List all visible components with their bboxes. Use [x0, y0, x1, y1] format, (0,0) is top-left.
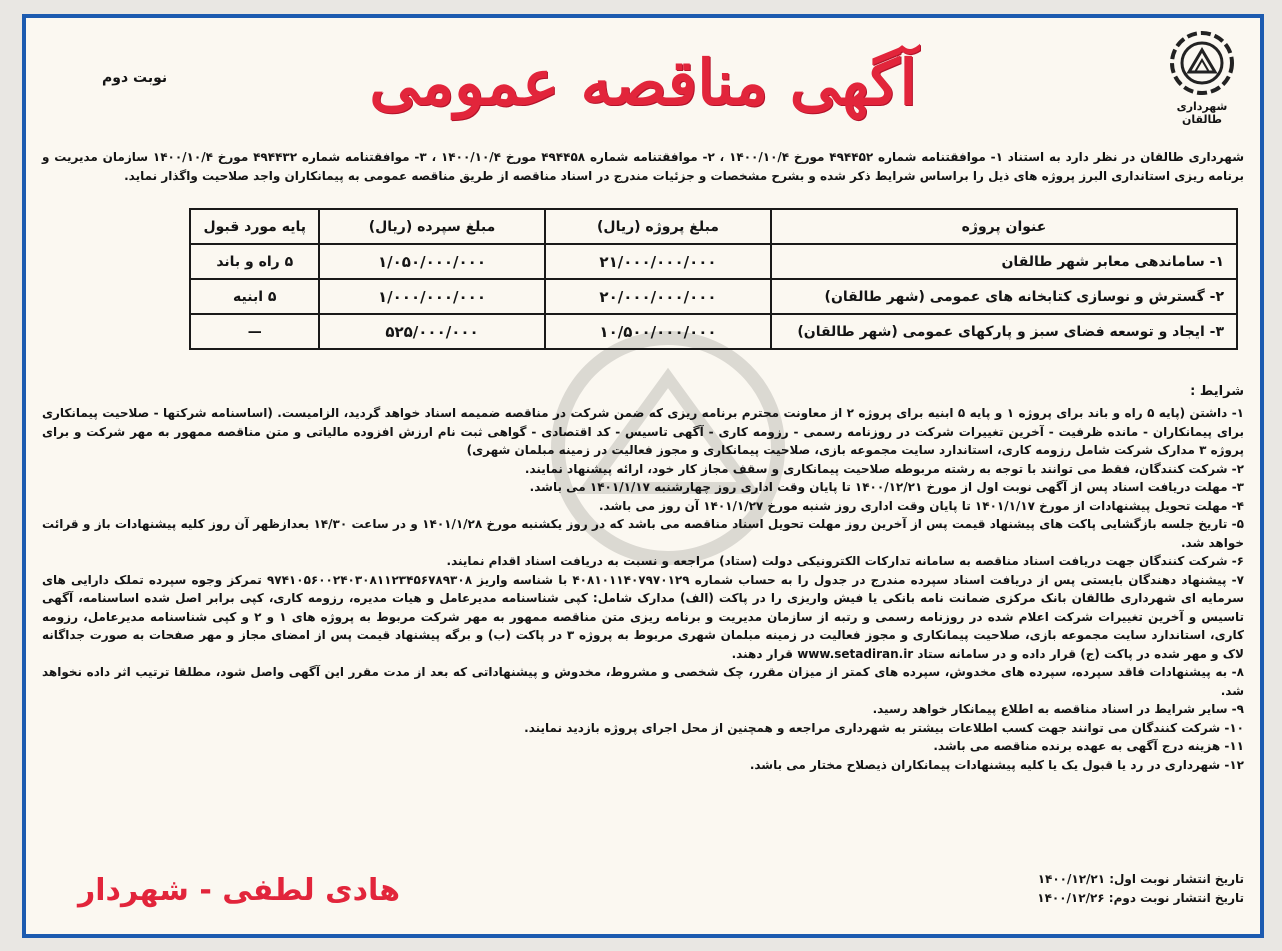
project-amount: ۲۱/۰۰۰/۰۰۰/۰۰۰ [545, 244, 771, 279]
table-header-row [190, 209, 1237, 244]
table-row [190, 314, 1237, 349]
accepted-grade: — [190, 314, 319, 349]
notice-content [38, 28, 1248, 926]
project-amount: ۲۰/۰۰۰/۰۰۰/۰۰۰ [545, 279, 771, 314]
project-title: ۳- ایجاد و توسعه فضای سبز و پارکهای عمومی (شهر طالقان) [771, 314, 1237, 349]
condition-item: ۷- پیشنهاد دهندگان بایستی پس از دریافت اسناد سپرده مندرج در جدول را به حساب شماره ۴۰۸۱۰۱۱۴۰۷۹۷۰۱۲۹ با شناسه واریز ۹۷۴۱۰۵۶۰۰۲۴۰۳۰۸۱۱۲۳۴۵۶۷۸۹۳۰۸ تمرکز وجوه سپرده تملک دارایی های سرمایه ای شهرداری طالقان بانک مرکزی ضمانت نامه بانکی یا فیش واریزی را در پاکت (الف) مدارک شامل: کپی شناسنامه مدیرعامل و هیات مدیره، رزومه کاری، کپی برابر اصل شده اساسنامه، آگهی تاسیس و آخرین تغییرات شرکت اعلام شده در روزنامه رسمی و رتبه از سازمان مدیریت و برنامه ریزی متن مناقصه ممهور به مهر شرکت مربوط به پروژه های ۱ و ۲ و کپی شناسنامه مدیرعامل، رزومه کاری، استاندارد سایت مجموعه بازی، صلاحیت پیمانکاری و مجوز فعالیت در زمینه مبلمان شهری مربوط به پروژه ۳ در پاکت (ب) و برگه پیشنهاد قیمت پس از امضای مجاز و مهر صفحات به صورت جداگانه لاک و مهر شده در پاکت (ج) قرار داده و در سامانه ستاد www.setadiran.ir قرار دهند. [42, 572, 1245, 661]
mayor-signature: هادی لطفی - شهردار [78, 873, 401, 908]
condition-item: ۱- داشتن (پایه ۵ راه و باند برای پروژه ۱ و پایه ۵ ابنیه برای پروژه ۲ از معاونت محترم برنامه ریزی که ضمن شرکت در مناقصه ضمیمه اسناد خواهد گردید، الزامیست. (اساسنامه شرکتها - صلاحیت پیمانکاری برای پیمانکاران - مانده ظرفیت - آخرین تغییرات شرکت در روزنامه رسمی - رزومه کاری - آگهی تاسیس - کد اقتصادی - گواهی ثبت نام ارزش افزوده مالیاتی و متن مناقصه ممهور به مهر شرکت و برای پروژه ۳ مدارک شرکت شامل رزومه کاری، استاندارد سایت مجموعه بازی، صلاحیت پیمانکاری و مجوز فعالیت در زمینه مبلمان شهری) [42, 406, 1244, 457]
logo-caption: شهرداری طالقان [1176, 100, 1228, 126]
condition-item: ۹- سایر شرایط در اسناد مناقصه به اطلاع پیمانکار خواهد رسید. [872, 702, 1244, 716]
header-project-title: عنوان پروژه [771, 209, 1237, 244]
condition-item: ۴- مهلت تحویل پیشنهادات از مورخ ۱۴۰۱/۱/۱۷ تا پایان وقت اداری روز شنبه مورخ ۱۴۰۱/۱/۲۷ آن روز می باشد. [598, 498, 1244, 513]
condition-item: ۸- به پیشنهادات فاقد سپرده، سپرده های مخدوش، سپرده های کمتر از میزان مقرر، چک شخصی و مشروط، مخدوش و پیشنهاداتی که بعد از مدت مقرر این آگهی واصل شود، مطلقا ترتیب اثر داده نخواهد شد. [42, 665, 1244, 698]
condition-item: ۶- شرکت کنندگان جهت دریافت اسناد مناقصه به سامانه تدارکات الکترونیکی دولت (ستاد) مراجعه و نسبت به دریافت اسناد اقدام نمایند. [446, 554, 1244, 568]
deposit-amount: ۵۲۵/۰۰۰/۰۰۰ [319, 314, 545, 349]
condition-item: ۱۱- هزینه درج آگهی به عهده برنده مناقصه می باشد. [933, 739, 1244, 753]
header-deposit-amount: مبلغ سپرده (ریال) [319, 209, 545, 244]
table-row [190, 244, 1237, 279]
accepted-grade: ۵ ابنیه [190, 279, 319, 314]
condition-item: ۱۲- شهرداری در رد یا قبول یک یا کلیه پیشنهادات پیمانکاران ذیصلاح مختار می باشد. [749, 757, 1244, 772]
first-publication-date: تاریخ انتشار نوبت اول: ۱۴۰۰/۱۲/۲۱ [1037, 872, 1244, 886]
condition-item: ۲- شرکت کنندگان، فقط می توانند با توجه به رشته مربوطه صلاحیت پیمانکاری و سقف مجاز کار خود، ارائه پیشنهاد نمایند. [524, 461, 1244, 476]
tender-notice-page [22, 14, 1264, 938]
header-accepted-grade: پایه مورد قبول [190, 209, 319, 244]
edition-label: نوبت دوم [102, 70, 168, 86]
project-title: ۱- ساماندهی معابر شهر طالقان [771, 244, 1237, 279]
publication-dates [1037, 870, 1244, 908]
condition-item: ۱۰- شرکت کنندگان می توانند جهت کسب اطلاعات بیشتر به شهرداری مراجعه و همچنین از محل اجرای پروژه بازدید نمایند. [524, 720, 1244, 735]
accepted-grade: ۵ راه و باند [190, 244, 319, 279]
deposit-amount: ۱/۰۵۰/۰۰۰/۰۰۰ [319, 244, 545, 279]
notice-title: آگهی مناقصه عمومی [369, 46, 917, 119]
table-row [190, 279, 1237, 314]
conditions-list [42, 404, 1244, 774]
condition-item: ۵- تاریخ جلسه بازگشایی پاکت های پیشنهاد قیمت پس از آخرین روز مهلت تحویل اسناد مناقصه می باشد که در روز یکشنبه مورخ ۱۴۰۱/۱/۲۸ و در ساعت ۱۴/۳۰ بعدازظهر آن روز کلیه پیشنهادات باز و قرائت خواهد شد. [42, 517, 1244, 550]
projects-table [189, 208, 1238, 350]
project-amount: ۱۰/۵۰۰/۰۰۰/۰۰۰ [545, 314, 771, 349]
header-project-amount: مبلغ پروژه (ریال) [545, 209, 771, 244]
intro-paragraph: شهرداری طالقان در نظر دارد به استناد ۱- موافقتنامه شماره ۴۹۴۴۵۲ مورخ ۱۴۰۰/۱۰/۴ ، ۲- موافقتنامه شماره ۴۹۴۴۵۸ مورخ ۱۴۰۰/۱۰/۴ ، ۳- موافقتنامه شماره ۴۹۴۴۳۲ مورخ ۱۴۰۰/۱۰/۴ سازمان مدیریت و برنامه ریزی استانداری البرز پروژه های ذیل را براساس شرایط ذکر شده و بشرح مشخصات و جزئیات مندرج در اسناد مناقصه از طریق مناقصه عمومی به پیمانکاران واجد صلاحیت واگذار نماید. [42, 150, 1244, 183]
condition-item: ۳- مهلت دریافت اسناد پس از آگهی نوبت اول از مورخ ۱۴۰۰/۱۲/۲۱ تا پایان وقت اداری روز چهارشنبه ۱۴۰۱/۱/۱۷ می باشد. [529, 480, 1244, 494]
second-publication-date: تاریخ انتشار نوبت دوم: ۱۴۰۰/۱۲/۲۶ [1037, 891, 1244, 905]
project-title: ۲- گسترش و نوسازی کتابخانه های عمومی (شهر طالقان) [771, 279, 1237, 314]
deposit-amount: ۱/۰۰۰/۰۰۰/۰۰۰ [319, 279, 545, 314]
conditions-heading: شرایط : [1190, 384, 1244, 399]
